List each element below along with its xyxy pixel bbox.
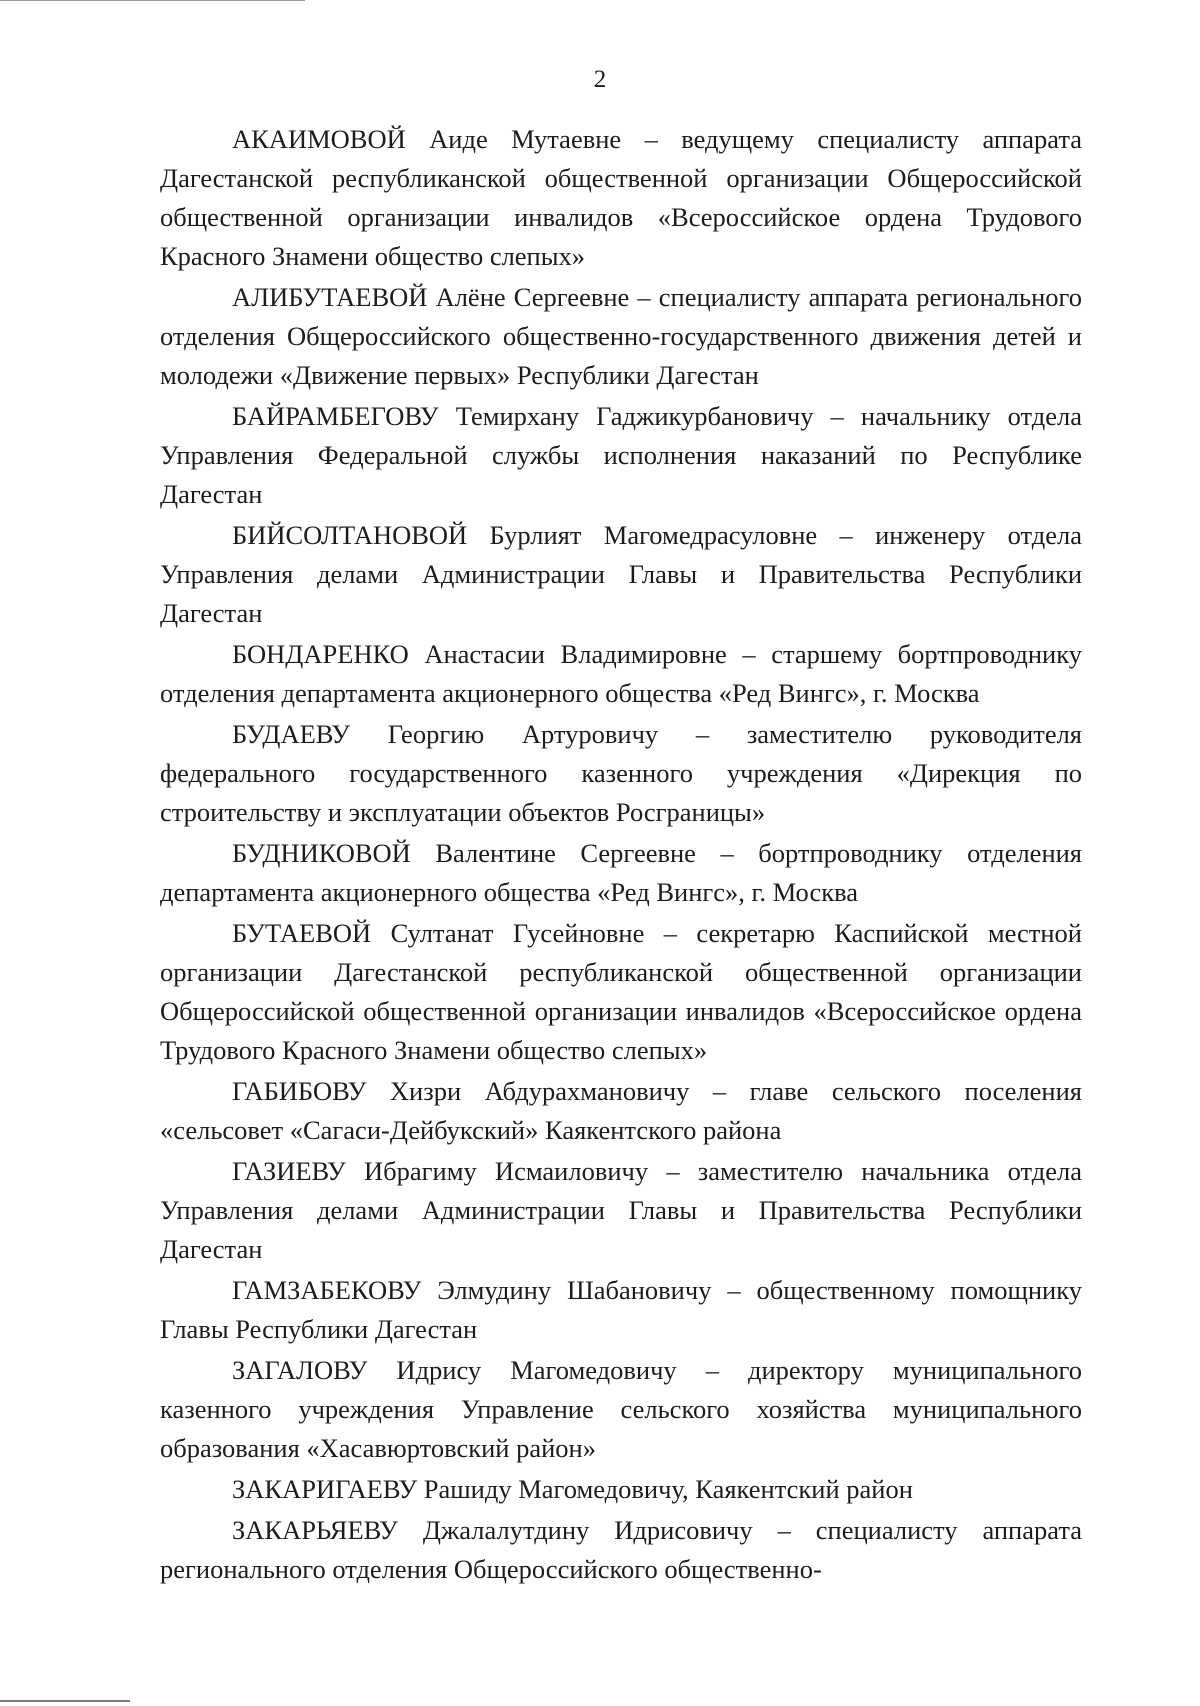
document-body	[160, 120, 1082, 1589]
award-recipient-paragraph: БАЙРАМБЕГОВУ Темирхану Гаджикурбановичу – начальнику отдела Управления Федеральной службы исполнения наказаний по Республике Дагестан	[160, 401, 1082, 509]
award-recipient-paragraph: АЛИБУТАЕВОЙ Алёне Сергеевне – специалисту аппарата регионального отделения Общероссийского общественно-государственного движения детей и молодежи «Движение первых» Республики Дагестан	[160, 282, 1082, 390]
scan-edge-line	[0, 1700, 130, 1702]
award-recipient-paragraph: ЗАКАРИГАЕВУ Рашиду Магомедовичу, Каякентский район	[232, 1474, 913, 1504]
award-recipient-paragraph: БОНДАРЕНКО Анастасии Владимировне – старшему бортпроводнику отделения департамента акционерного общества «Ред Вингс», г. Москва	[160, 639, 1082, 708]
award-recipient-paragraph: БИЙСОЛТАНОВОЙ Бурлият Магомедрасуловне – инженеру отдела Управления делами Администрации Главы и Правительства Республики Дагестан	[160, 520, 1082, 628]
award-recipient-paragraph: БУТАЕВОЙ Султанат Гусейновне – секретарю Каспийской местной организации Дагестанской республиканской общественной организации Общероссийской общественной организации инвалидов «Всероссийское ордена Трудового Красного Знамени общество слепых»	[160, 918, 1082, 1065]
award-recipient-paragraph: ЗАКАРЬЯЕВУ Джалалутдину Идрисовичу – специалисту аппарата регионального отделения Общероссийского общественно-	[160, 1515, 1082, 1584]
award-recipient-paragraph: ГАЗИЕВУ Ибрагиму Исмаиловичу – заместителю начальника отдела Управления делами Администрации Главы и Правительства Республики Дагестан	[160, 1156, 1082, 1264]
award-recipient-paragraph: ЗАГАЛОВУ Идрису Магомедовичу – директору муниципального казенного учреждения Управление сельского хозяйства муниципального образования «Хасавюртовский район»	[160, 1355, 1082, 1463]
award-recipient-paragraph: ГАБИБОВУ Хизри Абдурахмановичу – главе сельского поселения «сельсовет «Сагаси-Дейбукский» Каякентского района	[160, 1076, 1082, 1145]
page-number: 2	[593, 66, 607, 93]
award-recipient-paragraph: БУДНИКОВОЙ Валентине Сергеевне – бортпроводнику отделения департамента акционерного общества «Ред Вингс», г. Москва	[160, 838, 1082, 907]
award-recipient-paragraph: ГАМЗАБЕКОВУ Элмудину Шабановичу – общественному помощнику Главы Республики Дагестан	[160, 1275, 1082, 1344]
scan-edge-line	[0, 0, 305, 1]
award-recipient-paragraph: БУДАЕВУ Георгию Артуровичу – заместителю руководителя федерального государственного казенного учреждения «Дирекция по строительству и эксплуатации объектов Росграницы»	[160, 719, 1082, 827]
award-recipient-paragraph: АКАИМОВОЙ Аиде Мутаевне – ведущему специалисту аппарата Дагестанской республиканской общественной организации Общероссийской общественной организации инвалидов «Всероссийское ордена Трудового Красного Знамени общество слепых»	[160, 124, 1082, 271]
